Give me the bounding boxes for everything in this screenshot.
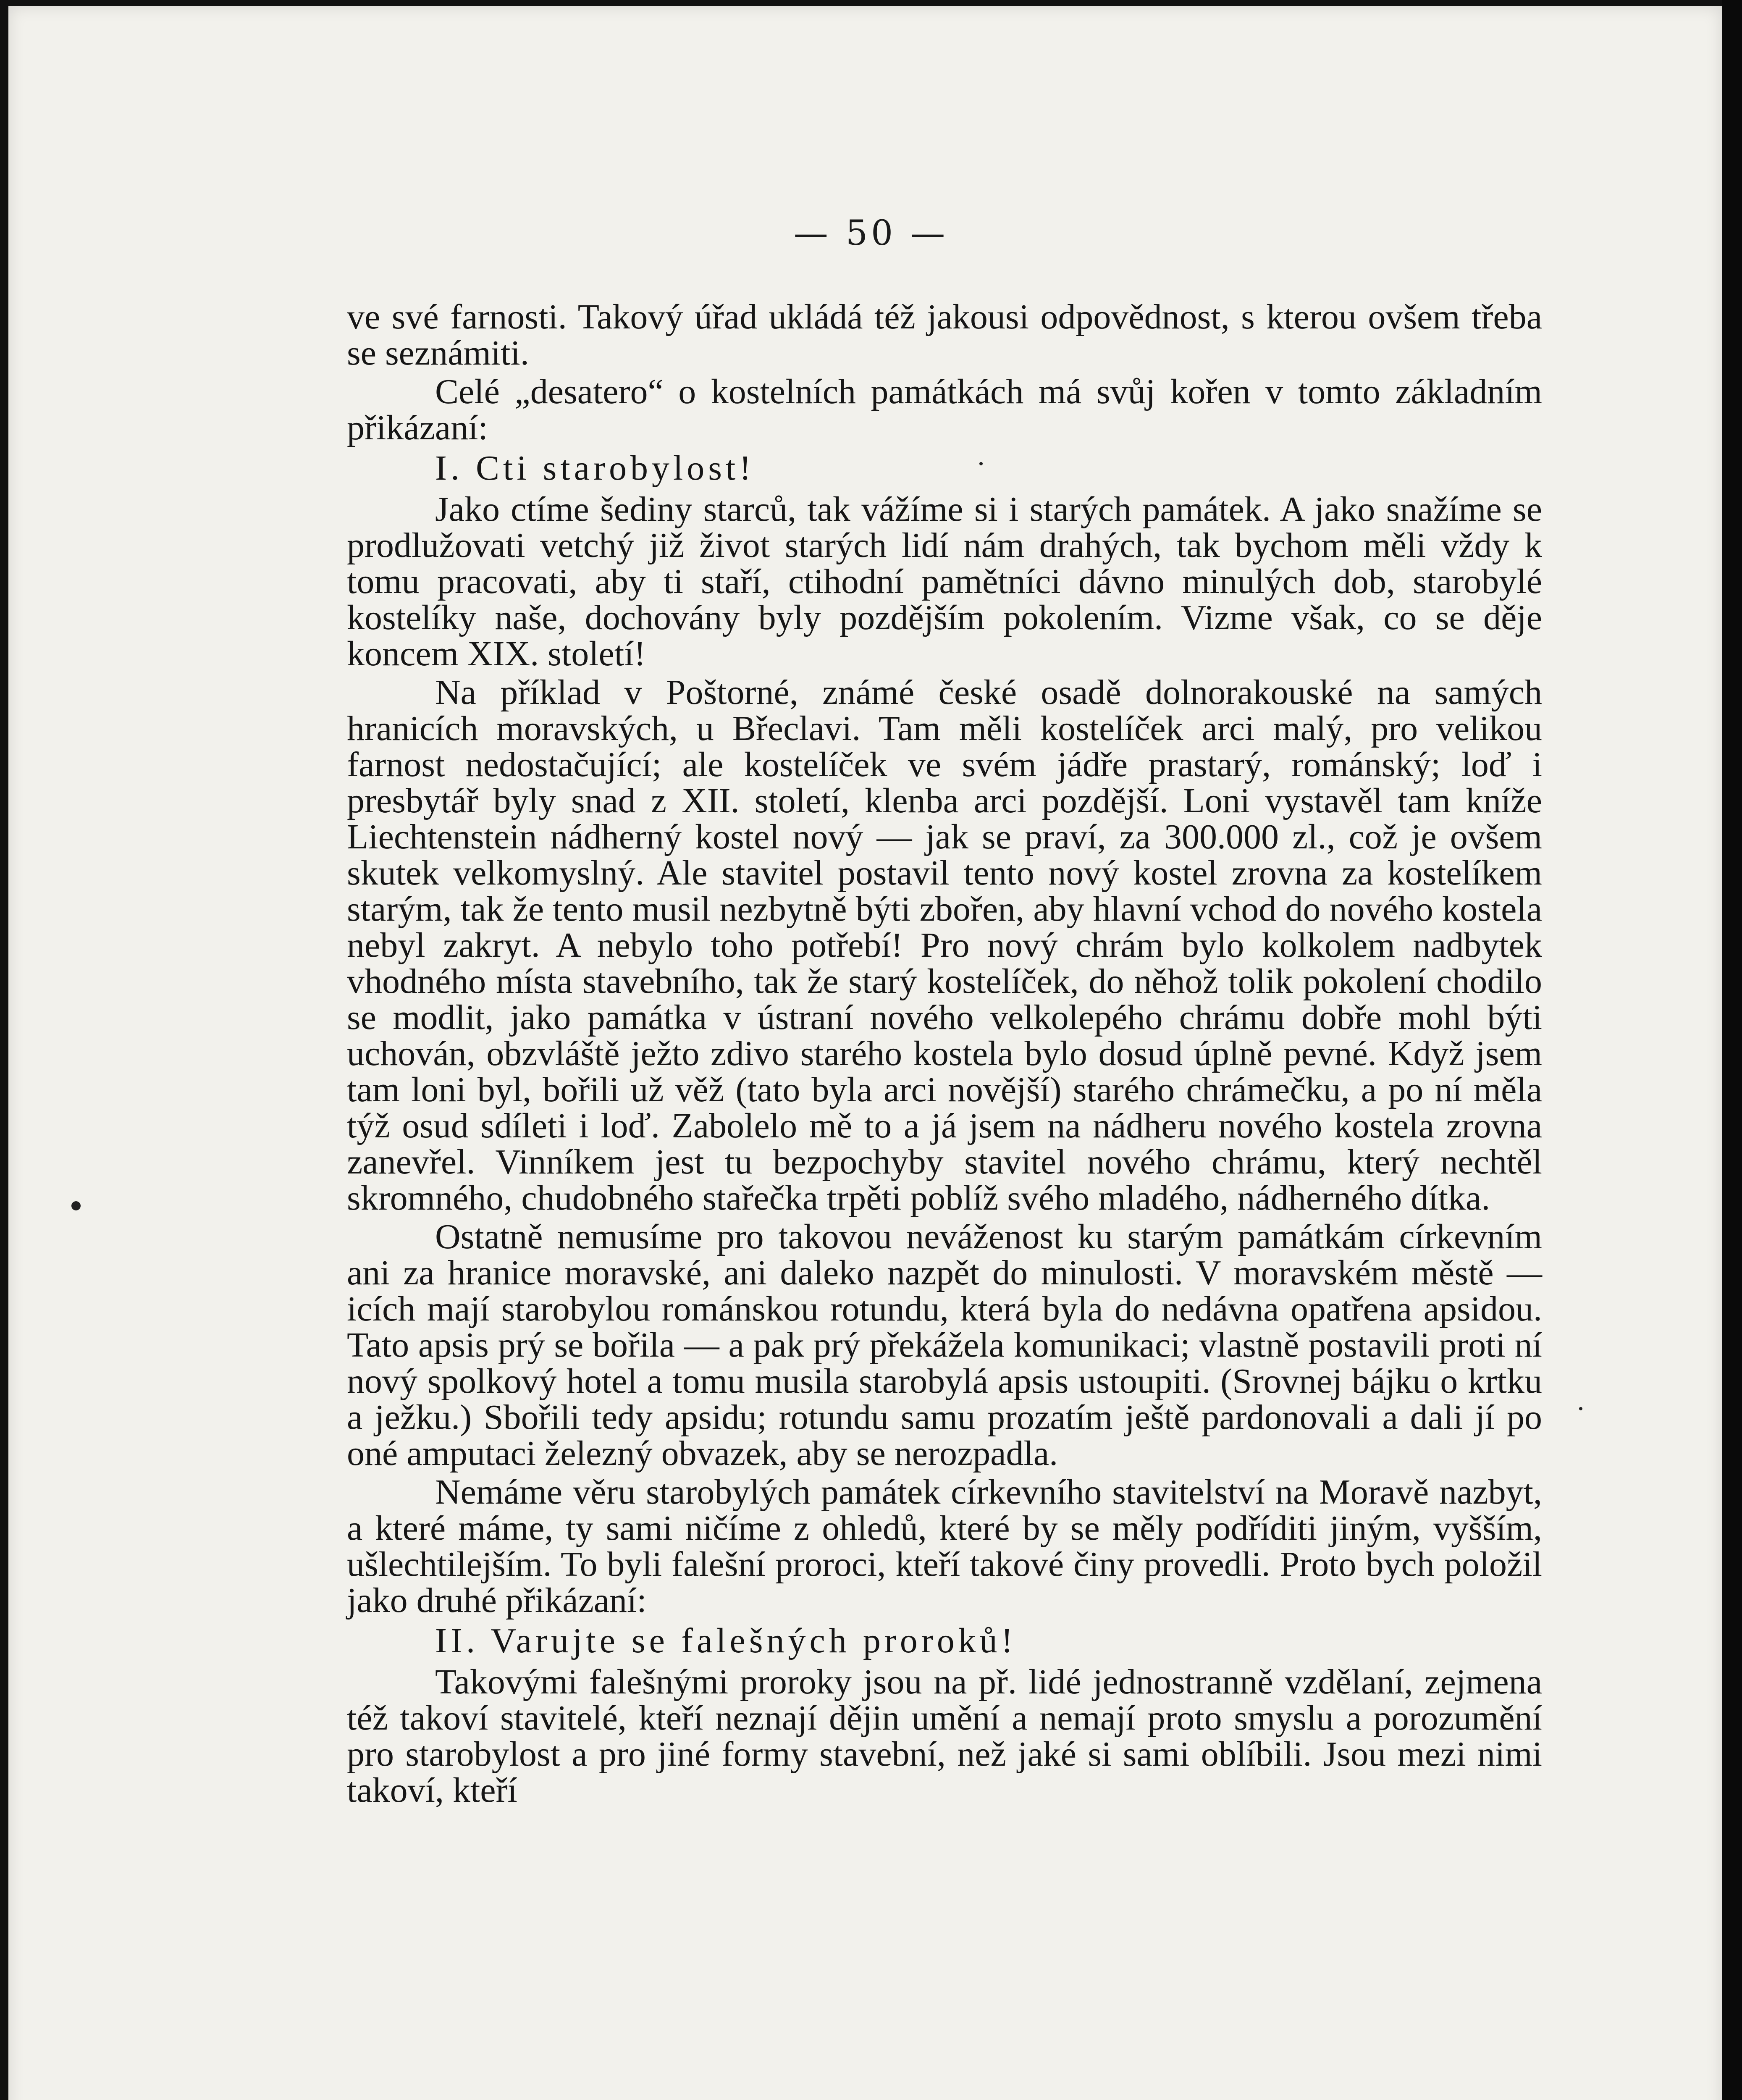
dust-speck [1579,1407,1582,1410]
paragraph: ve své farnosti. Takový úřad ukládá též jakousi odpovědnost, s kterou ovšem třeba se seznámiti. [347,297,1542,373]
page-body [347,299,1542,1811]
dust-speck [71,1201,81,1210]
scan-edge-right [1722,0,1742,2100]
section-heading: I. Cti starobylost! [435,449,755,488]
paragraph: Takovými falešnými proroky jsou na př. lidé jednostranně vzdělaní, zejmena též takoví stavitelé, kteří neznají dějin umění a nemají proto smyslu a porozumění pro starobylost a pro jiné formy stavební, než jaké si sami oblíbili. Jsou mezi nimi takoví, kteří [347,1662,1542,1810]
paragraph: Nemáme věru starobylých památek církevního stavitelství na Moravě nazbyt, a které máme, ty sami ničíme z ohledů, které by se měly podříditi jiným, vyšším, ušlechtilejším. To byli falešní proroci, kteří takové činy provedli. Proto bych položil jako druhé přikázaní: [347,1473,1542,1620]
paragraph: Na příklad v Poštorné, známé české osadě dolnorakouské na samých hranicích moravských, u Břeclavi. Tam měli kostelíček arci malý, pro velikou farnost nedostačující; ale kostelíček ve svém jádře prastarý, románský; loď i presbytář byly snad z XII. století, klenba arci pozdější. Loni vystavěl tam kníže Liechtenstein nádherný kostel nový — jak se praví, za 300.000 zl., což je ovšem skutek velkomyslný. Ale stavitel postavil tento nový kostel zrovna za kostelíkem starým, tak že tento musil nezbytně býti zbořen, aby hlavní vchod do nového kostela nebyl zakryt. A nebylo toho potřebí! Pro nový chrám bylo kolkolem nadbytek vhodného místa stavebního, tak že starý kostelíček, do něhož tolik pokolení chodilo se modlit, jako památka v ústraní nového velkolepého chrámu dobře mohl býti uchován, obzvláště ježto zdivo starého kostela bylo dosud úplně pevné. Když jsem tam loni byl, bořili už věž (tato byla arci novější) starého chrámečku, a po ní měla týž osud sdíleti i loď. Zabolelo mě to a já jsem na nádheru nového kostela zrovna zanevřel. Vinníkem jest tu bezpochyby stavitel nového chrámu, který nechtěl skromného, chudobného stařečka trpěti poblíž svého mladého, nádherného dítka. [347,673,1542,1218]
paragraph: Celé „desatero“ o kostelních památkách má svůj kořen v tomto základním přikázaní: [347,372,1542,447]
section-heading: II. Varujte se falešných proroků! [435,1621,1017,1660]
paragraph: Jako ctíme šediny starců, tak vážíme si i starých památek. A jako snažíme se prodlužovati vetchý již život starých lidí nám drahých, tak bychom měli vždy k tomu pracovati, aby ti staří, ctihodní pamětníci dávno minulých dob, starobylé kostelíky naše, dochovány byly pozdějším pokolením. Vizme však, co se děje koncem XIX. století! [347,490,1542,673]
paragraph: Ostatně nemusíme pro takovou neváženost ku starým památkám církevním ani za hranice moravské, ani daleko nazpět do minulosti. V moravském městě —icích mají starobylou románskou rotundu, která byla do nedávna opatřena apsidou. Tato apsis prý se bořila — a pak prý překážela komunikaci; vlastně postavili proti ní nový spolkový hotel a tomu musila starobylá apsis ustoupiti. (Srovnej bájku o krtku a ježku.) Sbořili tedy apsidu; rotundu samu prozatím ještě pardonovali a dali jí po oné amputaci železný obvazek, aby se nerozpadla. [347,1217,1542,1473]
page-number: — 50 — [793,213,949,253]
